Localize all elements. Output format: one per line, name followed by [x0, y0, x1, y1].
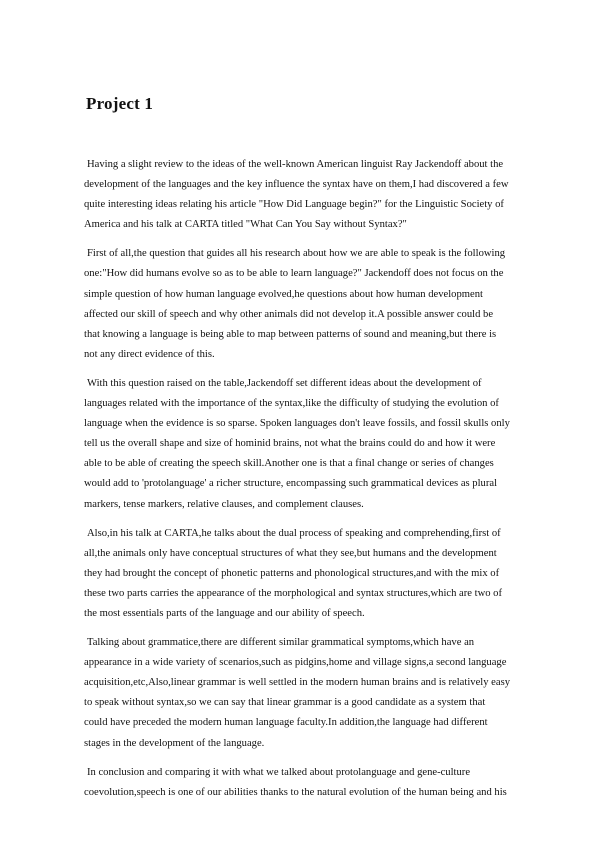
paragraph-intro: Having a slight review to the ideas of the well-known American linguist Ray Jackendoff about the development of the languages and the key influence the syntax have on them,I had discovered a few quite interesting ideas relating his article "How Did Language begin?" for the Linguistic Society of America and his talk at CARTA titled "What Can You Say without Syntax?" — [84, 159, 509, 231]
paragraph-conclusion: In conclusion and comparing it with what we talked about protolanguage and gene-culture coevolution,speech is one of our abilities thanks to the natural evolution of the human being and his — [84, 766, 507, 798]
page-title: Project 1 — [86, 94, 154, 113]
paragraph-syntax-ideas: With this question raised on the table,Jackendoff set different ideas about the development of languages related with the importance of the syntax,like the difficulty of studying the evolution of language when the evidence is so sparse. Spoken languages don't leave fossils, and fossil skulls only tell us the overall shape and size of hominid brains, not what the brains could do and how it were able to be able of creating the speech skill.Another one is that a final change or series of changes would add to 'protolanguage' a richer structure, encompassing such grammatical devices as plural markers, tense markers, relative clauses, and complement clauses. — [84, 377, 510, 510]
paragraph-carta-talk: Also,in his talk at CARTA,he talks about the dual process of speaking and comprehending,first of all,the animals only have conceptual structures of what they see,but humans and the development they had brought the concept of phonetic patterns and phonological structures,and with the mix of these two parts carries the appearance of the morphological and syntax structures,which are two of the most essentials parts of the language and our ability of speech. — [84, 527, 503, 619]
paragraph-question: First of all,the question that guides all his research about how we are able to speak is the following one:"How did humans evolve so as to be able to learn language?" Jackendoff does not focus on the simple question of how human language evolved,he questions about how human development affected our skill of speech and why other animals did not develop it.A possible answer could be that knowing a language is being able to map between patterns of sound and meaning,but there is not any direct evidence of this. — [84, 248, 506, 360]
paragraph-grammar: Talking about grammatice,there are different similar grammatical symptoms,which have an appearance in a wide variety of scenarios,such as pidgins,home and village signs,a second language acquisition,etc,Also,linear grammar is well settled in the modern human brains and is relatively easy to speak without syntax,so we can say that linear grammar is a good candidate as a system that could have preceded the modern human language faculty.In addition,the language had different stages in the development of the language. — [84, 637, 510, 749]
